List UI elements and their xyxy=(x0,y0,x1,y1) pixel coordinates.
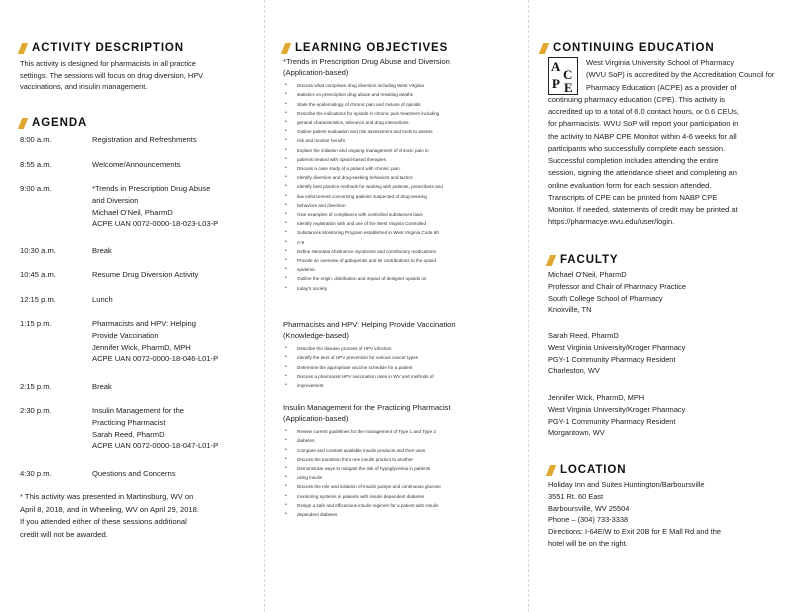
logo-letter: A xyxy=(551,59,561,74)
objective-item: • risk and monitor benefit xyxy=(283,136,515,145)
accent-slash-icon xyxy=(18,43,28,54)
objective-item: • Describe the disease process of HPV infection xyxy=(283,344,515,353)
agenda-line: Resume Drug Diversion Activity xyxy=(92,270,199,279)
agenda-footnote xyxy=(20,491,260,541)
objective-item: • State the epidemiology of chronic pain and misuse of opioids xyxy=(283,100,515,109)
objective-list xyxy=(283,427,515,519)
objective-item: • law enforcement concerning patients suspected of drug-seeking xyxy=(283,192,515,201)
objective-item: • Outline the origin, distribution and impact of designer opioids on xyxy=(283,274,515,283)
footnote-line: If you attended either of these sessions additional xyxy=(20,517,187,527)
faculty-line: South College School of Pharmacy xyxy=(548,293,663,303)
ce-line: https://pharmacye.wvu.edu/user/login. xyxy=(548,217,675,227)
objective-item: • Identify diversion and drug-seeking behaviors and tactics xyxy=(283,173,515,182)
ce-line: session, signing the attendance sheet and completing an xyxy=(548,168,737,178)
session-title-line: (Application-based) xyxy=(283,67,349,77)
agenda-line: Welcome/Announcements xyxy=(92,160,181,169)
objective-session xyxy=(283,57,515,293)
activity-line: This activity is designed for pharmacists in all practice xyxy=(20,59,196,68)
ce-line: Pharmacy Education (ACPE) as a provider of xyxy=(586,82,737,92)
objective-item: • Define Neonatal Abstinence Syndrome and contributory medications xyxy=(283,247,515,256)
objective-item: • using insulin xyxy=(283,473,515,482)
faculty-member xyxy=(548,330,784,377)
activity-heading xyxy=(20,42,184,54)
objective-item: • Design a safe and efficacious insulin regimen for a patient with insulin xyxy=(283,501,515,510)
agenda-time: 12:15 p.m. xyxy=(20,295,56,304)
activity-description xyxy=(20,58,256,93)
agenda-time: 10:45 a.m. xyxy=(20,270,56,279)
agenda-line: Michael O'Neil, PharmD xyxy=(92,207,173,217)
objective-list xyxy=(283,344,515,390)
objective-item: • Compare and contrast available insulin products and their uses xyxy=(283,446,515,455)
ce-line: West Virginia University School of Pharmacy xyxy=(586,58,735,67)
objective-item: • epidemic xyxy=(283,265,515,274)
faculty-line: West Virginia University/Kroger Pharmacy xyxy=(548,342,686,352)
objective-item: • Discuss what comprises drug diversion including West Virginia xyxy=(283,81,515,90)
agenda-entry xyxy=(92,269,260,281)
objective-list xyxy=(283,81,515,293)
agenda-time: 2:30 p.m. xyxy=(20,406,52,415)
agenda-line: Lunch xyxy=(92,295,113,304)
agenda-time: 8:55 a.m. xyxy=(20,160,52,169)
agenda-entry xyxy=(92,294,260,306)
objective-item: • A-9 xyxy=(283,238,515,247)
ce-line: the activity to NABP CPE Monitor within 4-6 weeks for all xyxy=(548,131,737,141)
agenda-entry xyxy=(92,183,260,230)
session-title-line: Insulin Management for the Practicing Pharmacist xyxy=(283,403,451,412)
agenda-entry xyxy=(92,381,260,393)
ce-line: accredited up to a total of 6.0 contact hours, or 0.6 CEUs, xyxy=(548,107,739,116)
faculty-line: Jennifer Wick, PharmD, MPH xyxy=(548,393,645,402)
fold-line xyxy=(528,0,529,612)
objective-item: • Explain the initiation and ongoing management of chronic pain in xyxy=(283,146,515,155)
objective-item: • Identify registration with and use of the West Virginia Controlled xyxy=(283,219,515,228)
objective-item: • improvement xyxy=(283,381,515,390)
location-address xyxy=(548,479,784,550)
objective-item: • patients treated with opioid-based therapies xyxy=(283,155,515,164)
agenda-entry xyxy=(92,134,260,146)
agenda-time: 4:30 p.m. xyxy=(20,469,52,478)
objective-item: • Substances Monitoring Program established in West Virginia Code 60 xyxy=(283,228,515,237)
agenda-line: *Trends in Prescription Drug Abuse xyxy=(92,184,211,193)
agenda-entry xyxy=(92,405,260,452)
agenda-line: Jennifer Wick, PharmD, MPH xyxy=(92,342,191,352)
objective-item: • Identify best practice methods for working with patients, prescribers and xyxy=(283,182,515,191)
accent-slash-icon xyxy=(281,43,291,54)
objective-session xyxy=(283,320,515,390)
objective-item: • Determine the appropriate vaccine schedule for a patient xyxy=(283,363,515,372)
objective-item: • Describe the indications for opioids in chronic pain treatment including xyxy=(283,109,515,118)
agenda-line: and Diversion xyxy=(92,195,139,205)
agenda-time: 2:15 p.m. xyxy=(20,382,52,391)
faculty-member xyxy=(548,392,784,439)
agenda-time: 8:00 a.m. xyxy=(20,135,52,144)
objectives-heading-text: LEARNING OBJECTIVES xyxy=(295,42,449,54)
accent-slash-icon xyxy=(546,255,556,266)
objective-item: • today's society xyxy=(283,284,515,293)
agenda-time: 1:15 p.m. xyxy=(20,319,52,328)
acpe-logo xyxy=(548,57,578,95)
objectives-heading xyxy=(283,42,448,54)
agenda-line: ACPE UAN 0072-0000-18-047-L01-P xyxy=(92,441,219,451)
ce-line: for pharmacists. WVU SoP will report your participation in xyxy=(548,119,739,129)
agenda-entry xyxy=(92,245,260,257)
logo-letter: C xyxy=(563,67,573,82)
faculty-line: Charleston, WV xyxy=(548,366,600,376)
agenda-line: ACPE UAN 0072-0000-18-046-L01-P xyxy=(92,354,219,364)
agenda-line: Registration and Refreshments xyxy=(92,135,197,144)
footnote-line: credit will not be awarded. xyxy=(20,529,108,539)
objective-item: • behaviors and diversion xyxy=(283,201,515,210)
objective-item: • Give examples of compliance with controlled substances laws xyxy=(283,210,515,219)
ce-heading-text: CONTINUING EDUCATION xyxy=(553,42,715,54)
accent-slash-icon xyxy=(18,118,28,129)
faculty-line: PGY-1 Community Pharmacy Resident xyxy=(548,416,676,426)
location-line: Phone – (304) 733-3338 xyxy=(548,515,629,525)
session-title-line: (Knowledge-based) xyxy=(283,330,349,340)
faculty-line: PGY-1 Community Pharmacy Resident xyxy=(548,354,676,364)
activity-line: vaccinations, and insulin management. xyxy=(20,82,148,92)
footnote-line: April 8, 2018, and in Wheeling, WV on April 29, 2018. xyxy=(20,504,199,514)
agenda-time: 10:30 a.m. xyxy=(20,246,56,255)
activity-heading-text: ACTIVITY DESCRIPTION xyxy=(32,42,184,54)
agenda-line: Provide Vaccination xyxy=(92,330,159,340)
session-title xyxy=(283,403,515,424)
faculty-heading-text: FACULTY xyxy=(560,254,619,266)
ce-line: Transcripts of CPE can be printed from NABP CPE xyxy=(548,192,718,202)
accent-slash-icon xyxy=(546,465,556,476)
faculty-line: Morgantown, WV xyxy=(548,428,605,438)
ce-line: Successful completion includes attending the entire xyxy=(548,156,719,165)
agenda-entry xyxy=(92,159,260,171)
objective-item: • Discuss the transition from one insulin product to another xyxy=(283,455,515,464)
objective-item: • statistics on prescription drug abuse and resulting deaths xyxy=(283,90,515,99)
session-title xyxy=(283,320,515,341)
agenda-line: Break xyxy=(92,382,112,391)
objective-item: • dependent diabetes xyxy=(283,510,515,519)
faculty-line: Michael O'Neil, PharmD xyxy=(548,270,627,279)
agenda-heading xyxy=(20,117,87,129)
objective-item: • Discuss a case study of a patient with chronic pain xyxy=(283,164,515,173)
agenda-line: Practicing Pharmacist xyxy=(92,417,166,427)
agenda-line: Insulin Management for the xyxy=(92,406,185,415)
location-line: Barboursville, WV 25504 xyxy=(548,503,630,513)
faculty-line: West Virginia University/Kroger Pharmacy xyxy=(548,404,686,414)
agenda-entry xyxy=(92,468,260,480)
session-title-line: *Trends in Prescription Drug Abuse and Diversion xyxy=(283,57,450,66)
objective-item: • diabetes xyxy=(283,436,515,445)
agenda-heading-text: AGENDA xyxy=(32,117,88,129)
objective-item: • Identify the tiers of HPV prevention for various cancer types xyxy=(283,353,515,362)
objective-item: • monitoring systems in patients with insulin dependent diabetes xyxy=(283,492,515,501)
ce-line: Monitor. If needed, statements of credit may be printed at xyxy=(548,205,738,214)
faculty-heading xyxy=(548,254,618,266)
objective-item: • Demonstrate ways to mitigate the risk of hypoglycemia in patients xyxy=(283,464,515,473)
faculty-member xyxy=(548,269,784,316)
ce-line: participants who successfully complete each session. xyxy=(548,143,726,153)
fold-line xyxy=(264,0,265,612)
location-line: 3551 Rt. 60 East xyxy=(548,491,604,501)
objective-item: • Provide an overview of gabapentin and its contributions to the opioid xyxy=(283,256,515,265)
objective-item: • Discuss the role and initiation of insulin pumps and continuous glucose xyxy=(283,482,515,491)
ce-line: online evaluation form for each session attended. xyxy=(548,180,712,190)
session-title xyxy=(283,57,515,78)
location-heading-text: LOCATION xyxy=(560,464,627,476)
session-title-line: (Application-based) xyxy=(283,413,349,423)
location-line: Directions: I-64E/W to Exit 20B for E Mall Rd and the xyxy=(548,527,721,537)
agenda-line: Break xyxy=(92,246,112,255)
objective-item: • Outline patient evaluation and risk assessment and tools to assess xyxy=(283,127,515,136)
faculty-line: Professor and Chair of Pharmacy Practice xyxy=(548,281,687,291)
objective-session xyxy=(283,403,515,519)
footnote-line: * This activity was presented in Martinsburg, WV on xyxy=(20,492,194,501)
agenda-line: ACPE UAN 0072-0000-18-023-L03-P xyxy=(92,219,219,229)
location-line: Holiday Inn and Suites Huntington/Barboursville xyxy=(548,480,705,489)
objective-item: • Review current guidelines for the management of Type 1 and Type 2 xyxy=(283,427,515,436)
faculty-line: Sarah Reed, PharmD xyxy=(548,331,619,340)
agenda-entry xyxy=(92,318,260,365)
objective-item: • Discuss a pharmacist HPV vaccination rates in WV and methods of xyxy=(283,372,515,381)
accent-slash-icon xyxy=(539,43,549,54)
agenda-line: Sarah Reed, PharmD xyxy=(92,429,165,439)
agenda-time: 9:00 a.m. xyxy=(20,184,52,193)
ce-line: continuing pharmacy education (CPE). This activity is xyxy=(548,94,726,104)
logo-letter: P xyxy=(552,76,560,91)
ce-heading xyxy=(541,42,715,54)
agenda-line: Pharmacists and HPV: Helping xyxy=(92,319,196,328)
faculty-line: Knoxville, TN xyxy=(548,305,592,315)
ce-line: (WVU SoP) is accredited by the Accreditation Council for xyxy=(586,70,775,80)
session-title-line: Pharmacists and HPV: Helping Provide Vaccination xyxy=(283,320,456,329)
location-line: hotel will be on the right. xyxy=(548,538,628,548)
activity-line: settings. The sessions will focus on drug diversion, HPV xyxy=(20,70,204,80)
objective-item: • general characteristics, tolerance and drug interactions xyxy=(283,118,515,127)
logo-letter: E xyxy=(564,80,573,95)
location-heading xyxy=(548,464,626,476)
agenda-line: Questions and Concerns xyxy=(92,469,176,478)
